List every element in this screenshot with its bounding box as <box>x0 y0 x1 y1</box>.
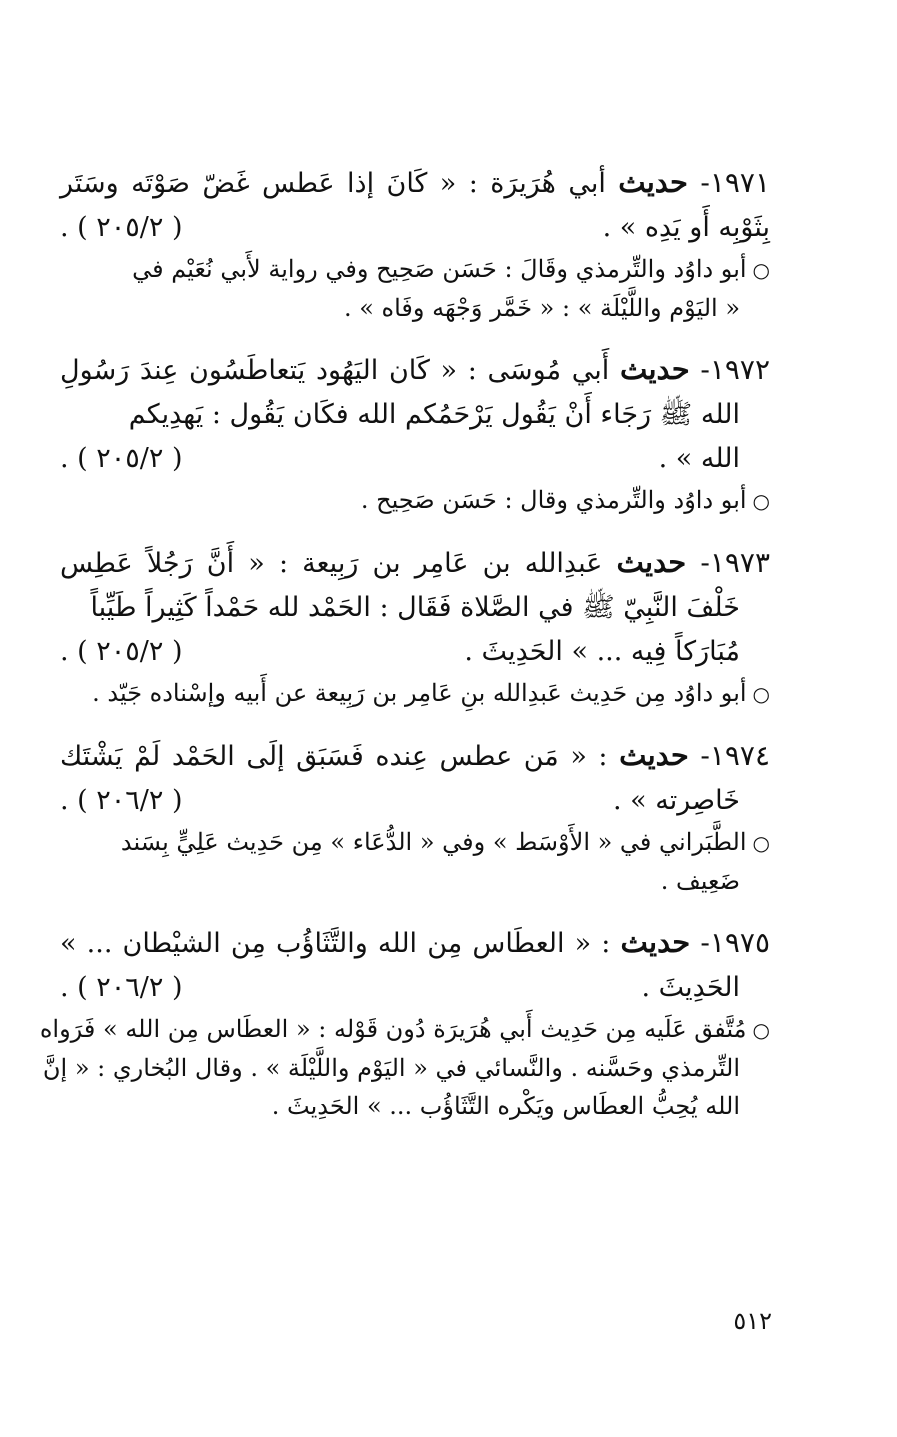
entry-text-line: الله ﷺ رَجَاء أَنْ يَقُول يَرْحَمُكم الله فكَان يَقُول : يَهدِيكم <box>128 399 740 430</box>
takhrij-note <box>60 250 770 289</box>
entry-keyword: حديث <box>619 738 689 772</box>
takhrij-note <box>60 674 770 713</box>
entry-text-line: بِثَوْبِه أَو يَدِه » . <box>602 212 770 243</box>
note-line: التِّرمذي وحَسَّنه . والنَّسائي في « اليَوْم واللَّيْلَة » . وقال البُخاري : « إنَّ <box>42 1054 740 1082</box>
note-line: الله يُحِبُّ العطَاس ويَكْره التَّثَاؤُب ... » الحَدِيثَ . <box>271 1092 740 1120</box>
entry-text-line: : « العطَاس مِن الله والتَّثَاؤُب مِن الشيْطان ... » <box>60 928 611 959</box>
volume-page-ref: ( ٢٠٦/٢ ) . <box>60 972 183 1003</box>
note-line: مُتَّفق عَلَيه مِن حَدِيث أَبي هُرَيرَة دُون قَوْله : « العطَاس مِن الله » فَرَواه <box>39 1015 747 1043</box>
volume-page-ref: ( ٢٠٥/٢ ) . <box>60 443 183 474</box>
note-line: أبو داوُد والتِّرمذي وقال : حَسَن صَحِيح . <box>360 486 747 514</box>
page-number: ٥١٢ <box>733 1307 772 1335</box>
note-continuation <box>42 1049 770 1087</box>
entry-first-line <box>60 920 770 966</box>
entry-first-line <box>60 540 770 586</box>
hadith-entry-1971 <box>60 160 770 327</box>
hadith-entry-1975 <box>39 920 770 1125</box>
entry-number: ١٩٧٤- <box>700 739 770 772</box>
entry-number: ١٩٧٥- <box>700 926 770 959</box>
entry-text-line: الحَدِيثَ . <box>641 972 740 1003</box>
entry-number: ١٩٧١- <box>700 166 770 199</box>
entry-number: ١٩٧٢- <box>700 353 770 386</box>
note-line: أبو داوُد مِن حَدِيث عَبدِالله بنِ عَامِر بن رَبِيعة عن أَبيه وإسْناده جَيّد . <box>92 679 747 707</box>
entry-text-line: : « مَن عطس عِنده فَسَبَق إلَى الحَمْد لَمْ يَشْتَك <box>60 741 608 772</box>
volume-page-ref: ( ٢٠٦/٢ ) . <box>60 785 183 816</box>
takhrij-note <box>60 481 770 520</box>
entry-keyword: حديث <box>620 925 691 959</box>
entry-first-line <box>60 733 770 779</box>
entry-keyword: حديث <box>619 352 690 386</box>
note-continuation <box>60 1087 770 1125</box>
entry-text-line: الله » . <box>658 443 740 474</box>
entry-text-line: عَبدِالله بن عَامِر بن رَبِيعة : « أَنَّ رَجُلاً عَطِس <box>60 548 603 579</box>
circle-marker-icon: ○ <box>752 489 770 513</box>
note-continuation <box>60 289 770 327</box>
volume-page-ref: ( ٢٠٥/٢ ) . <box>60 212 183 243</box>
note-line: أبو داوُد والتِّرمذي وقَالَ : حَسَن صَحِيح وفي رواية لأَبي نُعَيْم في <box>132 255 747 283</box>
volume-page-ref: ( ٢٠٥/٢ ) . <box>60 636 183 667</box>
entry-text-line: أَبي مُوسَى : « كَان اليَهُود يَتعاطَسُون عِندَ رَسُولِ <box>60 355 610 386</box>
entry-keyword: حديث <box>618 165 688 199</box>
entry-last-line <box>60 779 770 823</box>
entry-last-line <box>60 206 770 250</box>
entry-last-line <box>60 437 770 481</box>
entry-last-line <box>60 966 770 1010</box>
entry-text-line: مُبَارَكاً فِيه ... » الحَدِيثَ . <box>464 636 740 667</box>
note-line: « اليَوْم واللَّيْلَة » : « خَمَّر وَجْهَه وفَاه » . <box>343 294 740 322</box>
entry-last-line <box>60 630 770 674</box>
circle-marker-icon: ○ <box>752 831 770 855</box>
entry-first-line <box>60 347 770 393</box>
takhrij-note <box>39 1010 770 1049</box>
circle-marker-icon: ○ <box>752 682 770 706</box>
entry-text-line: خَلْفَ النَّبِيّ ﷺ في الصَّلاة فَقَال : الحَمْد لله حَمْداً كَثِيراً طَيِّباً <box>90 592 740 623</box>
entry-keyword: حديث <box>616 545 687 579</box>
circle-marker-icon: ○ <box>752 258 770 282</box>
entry-first-line <box>60 160 770 206</box>
circle-marker-icon: ○ <box>752 1018 770 1042</box>
note-line: ضَعِيف . <box>660 867 740 895</box>
hadith-entry-1974 <box>60 733 770 900</box>
hadith-entry-1973 <box>60 540 770 713</box>
takhrij-note <box>60 823 770 862</box>
note-continuation <box>60 862 770 900</box>
entry-text-line: أبي هُرَيرَة : « كَانَ إذا عَطس غَضّ صَوْتَه وسَتَر <box>60 168 606 199</box>
entry-number: ١٩٧٣- <box>700 546 770 579</box>
page-body <box>39 160 770 1145</box>
note-line: الطَّبَراني في « الأَوْسَط » وفي « الدُّعَاء » مِن حَدِيث عَلِيٍّ بِسَند <box>120 828 747 856</box>
entry-text-line: خَاصِرته » . <box>613 785 740 816</box>
hadith-entry-1972 <box>60 347 770 520</box>
